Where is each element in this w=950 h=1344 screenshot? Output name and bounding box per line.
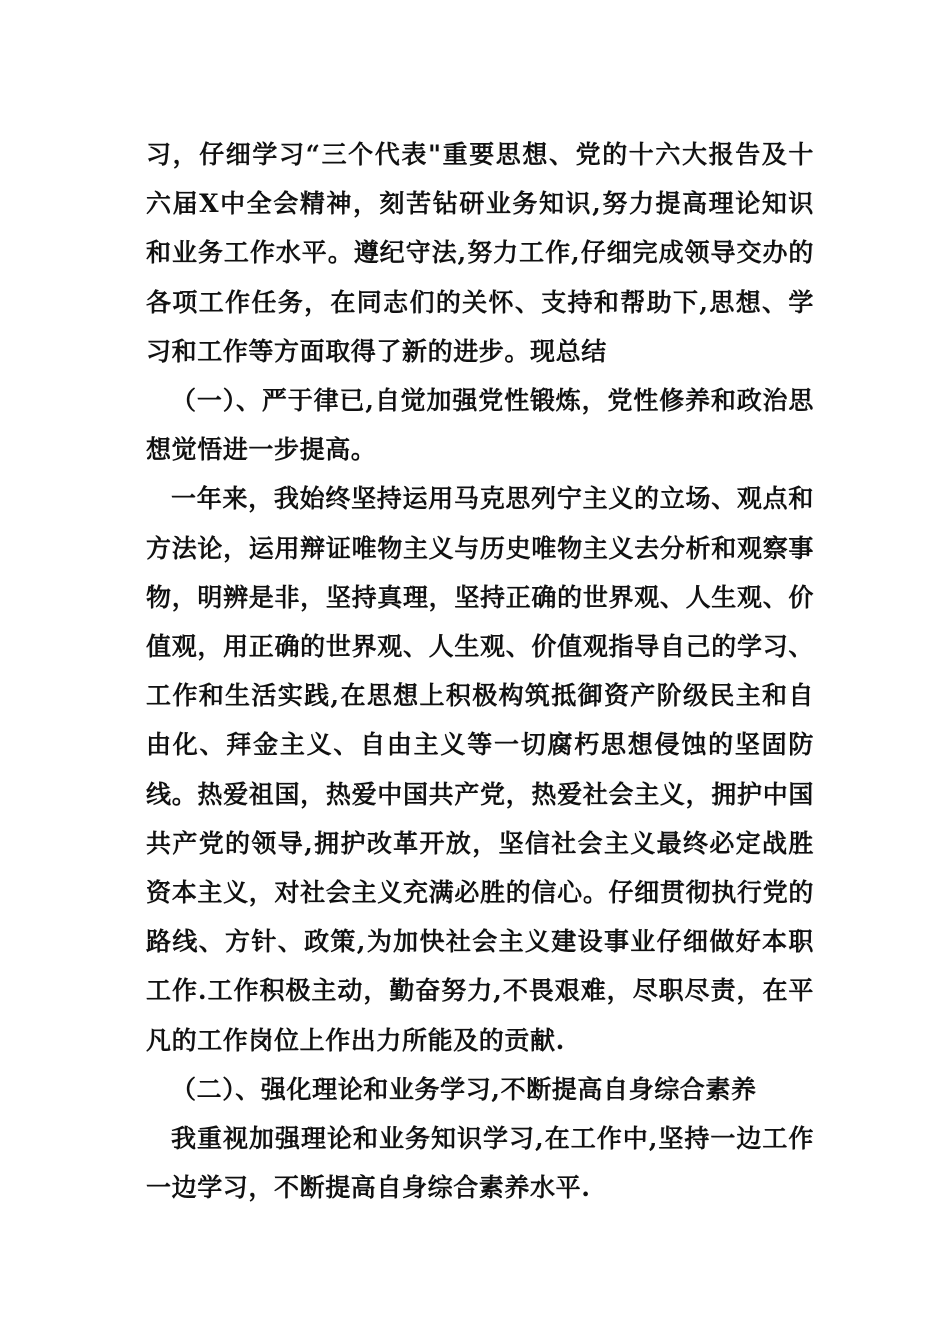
section-1-body-paragraph: 一年来，我始终坚持运用马克思列宁主义的立场、观点和方法论，运用辩证唯物主义与历史唯物主义去分析和观察事物，明辨是非，坚持真理，坚持正确的世界观、人生观、价值观，用正确的世界观、人生观、价值观指导自己的学习、工作和生活实践,在思想上积极构筑抵御资产阶级民主和自由化、拜金主义、自由主义等一切腐朽思想侵蚀的坚固防线。热爱祖国，热爱中国共产党，热爱社会主义，拥护中国共产党的领导,拥护改革开放，坚信社会主义最终必定战胜资本主义，对社会主义充满必胜的信心。仔细贯彻执行党的路线、方针、政策,为加快社会主义建设事业仔细做好本职工作.工作积极主动，勤奋努力,不畏艰难，尽职尽责，在平凡的工作岗位上作出力所能及的贡献. [146, 484, 814, 1055]
intro-paragraph: 习，仔细学习“三个代表"重要思想、党的十六大报告及十六届X中全会精神，刻苦钻研业务知识,努力提高理论知识和业务工作水平。遵纪守法,努力工作,仔细完成领导交办的各项工作任务，在同志们的关怀、支持和帮助下,思想、学习和工作等方面取得了新的进步。现总结 [146, 140, 814, 366]
section-1-heading: （一）、严于律已,自觉加强党性锻炼，党性修养和政治思想觉悟进一步提高。 [146, 386, 814, 465]
document-body [146, 130, 814, 1212]
section-2-heading: （二）、强化理论和业务学习,不断提高自身综合素养 [171, 1074, 757, 1104]
section-2-body-paragraph: 我重视加强理论和业务知识学习,在工作中,坚持一边工作一边学习，不断提高自身综合素养水平. [146, 1124, 814, 1203]
